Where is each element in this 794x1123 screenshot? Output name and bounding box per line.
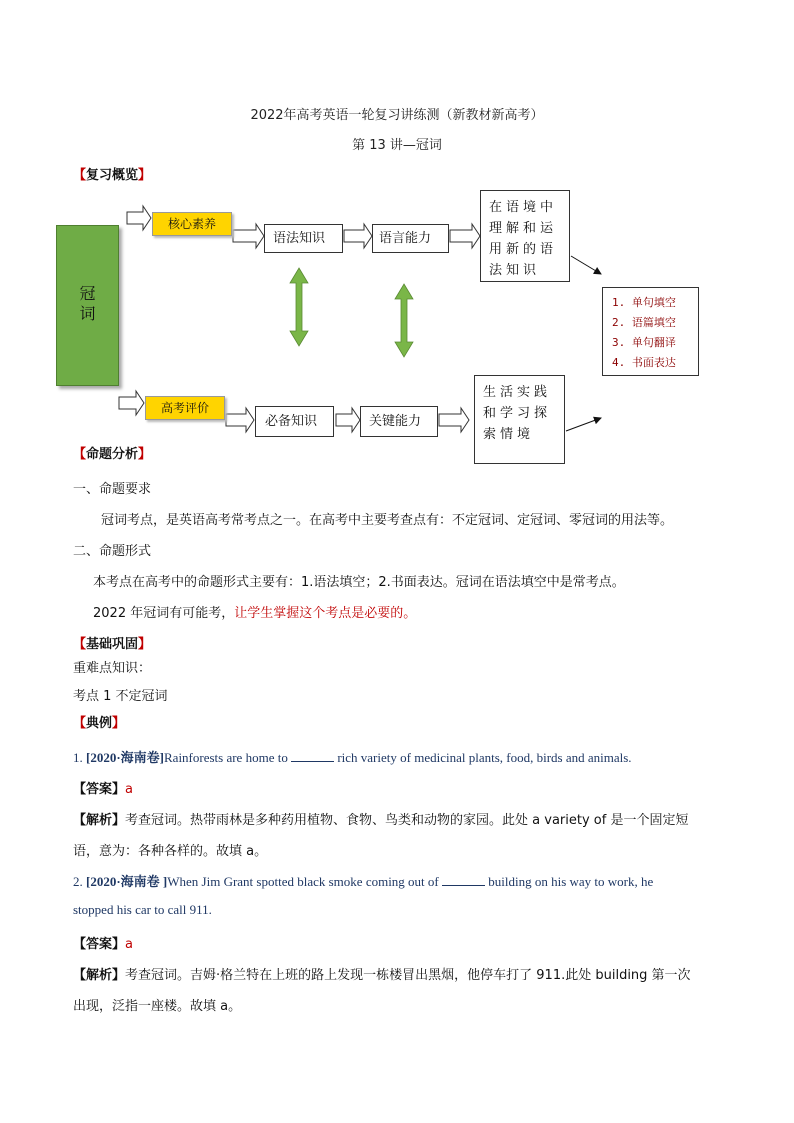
context-application-box: 在语境中理解和运用新的语法知识: [480, 190, 570, 282]
task-item: 2. 语篇填空: [612, 316, 676, 329]
section-overview: 【复习概览】: [73, 168, 152, 183]
task-item: 1. 单句填空: [612, 296, 676, 309]
language-ability-box: 语言能力: [372, 224, 449, 253]
hollow-arrow-core-grammar: [233, 224, 264, 248]
point-heading: 考点 1 不定冠词: [73, 689, 168, 704]
answer-blank: [442, 885, 485, 886]
green-double-arrow-right: [395, 284, 413, 357]
hollow-arrow-required-key: [336, 408, 360, 432]
question-1: 1. [2020·海南卷]Rainforests are home to rich variety of medicinal plants, food, birds and animals.: [73, 750, 632, 765]
key-points-label: 重难点知识：: [73, 661, 152, 676]
center-topic-box: [56, 225, 119, 386]
explanation-2-line2: 出现，泛指一座楼。故填 a。: [73, 999, 242, 1014]
hollow-arrow-eval: [119, 391, 144, 415]
life-context-box: 生活实践和学习探索情境: [474, 375, 565, 464]
grammar-knowledge-box: 语法知识: [264, 224, 343, 253]
heading-forms: 二、命题形式: [73, 544, 152, 559]
explanation-2-line1: 【解析】考查冠词。吉姆·格兰特在上班的路上发现一栋楼冒出黑烟，他停车打了 911.此处 building 第一次: [73, 968, 691, 983]
explanation-1-line2: 语，意为：各种各样的。故填 a。: [73, 844, 268, 859]
arrow-to-tasks-top: [571, 256, 601, 274]
forecast-text: 2022 年冠词有可能考，让学生掌握这个考点是必要的。: [93, 606, 417, 621]
question-2-line1: 2. [2020·海南卷 ]When Jim Grant spotted black smoke coming out of building on his way to work, he: [73, 874, 654, 889]
heading-requirements: 一、命题要求: [73, 482, 152, 497]
key-ability-box: 关键能力: [360, 406, 438, 437]
answer-1: 【答案】a: [73, 782, 133, 797]
hollow-arrow-key-life: [439, 408, 469, 432]
hollow-arrow-eval-required: [226, 408, 254, 432]
center-topic-label: 冠 词: [79, 284, 96, 323]
required-knowledge-box: 必备知识: [255, 406, 334, 437]
requirements-text: 冠词考点，是英语高考常考点之一。在高考中主要考查点有：不定冠词、定冠词、零冠词的用法等。: [101, 513, 674, 528]
green-double-arrow-left: [290, 268, 308, 346]
explanation-1-line1: 【解析】考查冠词。热带雨林是多种药用植物、食物、鸟类和动物的家园。此处 a variety of 是一个固定短: [73, 813, 689, 828]
hollow-arrow-grammar-language: [344, 224, 372, 248]
hollow-arrow-language-context: [450, 224, 480, 248]
page-title: 2022年高考英语一轮复习讲练测（新教材新高考）: [250, 108, 544, 123]
question-2-line2: stopped his car to call 911.: [73, 902, 212, 917]
section-examples: 【典例】: [73, 716, 126, 731]
exam-evaluation-box: 高考评价: [145, 396, 225, 420]
answer-blank: [291, 761, 334, 762]
answer-2: 【答案】a: [73, 937, 133, 952]
section-analysis: 【命题分析】: [73, 447, 152, 462]
arrow-to-tasks-bottom: [566, 418, 601, 431]
task-item: 3. 单句翻译: [612, 336, 676, 349]
task-types-list: [602, 287, 699, 376]
lesson-title: 第 13 讲—冠词: [352, 138, 442, 153]
hollow-arrow-core: [127, 206, 151, 230]
core-literacy-box: 核心素养: [152, 212, 232, 236]
section-basics: 【基础巩固】: [73, 637, 152, 652]
forms-text: 本考点在高考中的命题形式主要有：1.语法填空；2.书面表达。冠词在语法填空中是常考点。: [93, 575, 625, 590]
task-item: 4. 书面表达: [612, 356, 676, 369]
